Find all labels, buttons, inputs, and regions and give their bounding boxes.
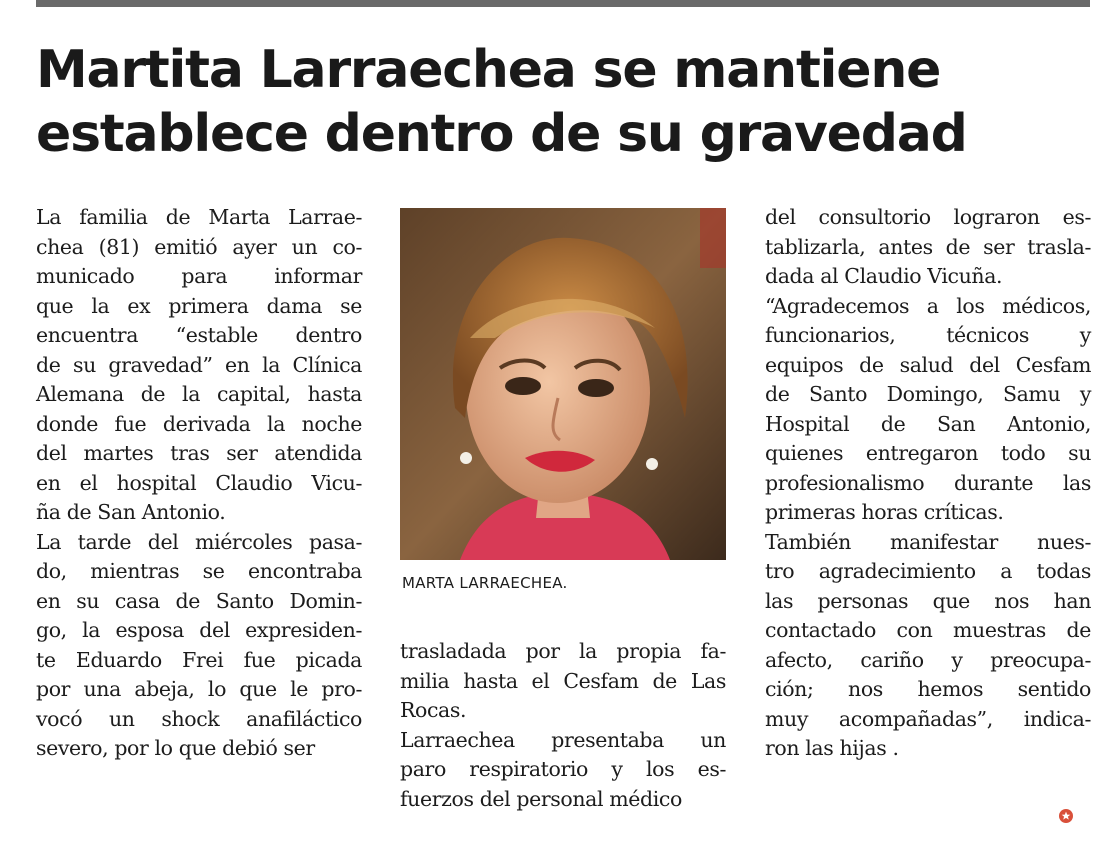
article-line: equipos de salud del Cesfam	[765, 352, 1091, 377]
article-line: Hospital de San Antonio,	[765, 411, 1091, 436]
article-line: de Santo Domingo, Samu y	[765, 382, 1091, 406]
article-line: profesionalismo durante las	[765, 470, 1091, 495]
article-line: go, la esposa del expresiden-	[36, 618, 362, 642]
headline-line-1: Martita Larraechea se mantiene	[36, 40, 941, 100]
article-line: de su gravedad” en la Clínica	[36, 352, 362, 377]
article-line: las personas que nos han	[765, 588, 1091, 613]
article-line: La familia de Marta Larrae-	[36, 205, 362, 229]
article-column-1	[36, 203, 362, 764]
article-line: milia hasta el Cesfam de Las	[400, 668, 726, 693]
article-line: en el hospital Claudio Vicu-	[36, 470, 362, 495]
article-line: También manifestar nues-	[765, 529, 1091, 554]
article-line: funcionarios, técnicos y	[765, 323, 1091, 347]
article-line: primeras horas críticas.	[765, 500, 1004, 524]
article-line: severo, por lo que debió ser	[36, 736, 315, 760]
article-line: ron las hijas .	[765, 736, 899, 760]
article-line: afecto, cariño y preocupa-	[765, 647, 1091, 672]
article-column-3	[765, 203, 1091, 764]
article-line: municado para informar	[36, 264, 362, 288]
article-line: fuerzos del personal médico	[400, 786, 682, 811]
article-line: del consultorio lograron es-	[765, 205, 1091, 229]
article-line: del martes tras ser atendida	[36, 441, 362, 465]
article-line: vocó un shock anafiláctico	[36, 706, 362, 731]
article-line: en su casa de Santo Domin-	[36, 588, 362, 613]
article-line: Larraechea presentaba un	[400, 727, 726, 752]
headline-line-2: establece dentro de su gravedad	[36, 104, 967, 164]
article-line: tro agradecimiento a todas	[765, 559, 1091, 583]
article-line: por una abeja, lo que le pro-	[36, 677, 362, 701]
article-line: ción; nos hemos sentido	[765, 677, 1091, 701]
article-line: te Eduardo Frei fue picada	[36, 647, 362, 672]
photo-caption: MARTA LARRAECHEA.	[402, 574, 568, 592]
article-line: do, mientras se encontraba	[36, 559, 362, 583]
article-line: quienes entregaron todo su	[765, 441, 1091, 465]
article-line: paro respiratorio y los es-	[400, 757, 726, 781]
article-line: muy acompañadas”, indica-	[765, 706, 1091, 731]
article-line: donde fue derivada la noche	[36, 411, 362, 436]
article-line: La tarde del miércoles pasa-	[36, 529, 362, 554]
article-line: que la ex primera dama se	[36, 293, 362, 318]
end-of-article-icon	[1058, 808, 1074, 824]
article-line: “Agradecemos a los médicos,	[765, 293, 1091, 318]
article-line: Alemana de la capital, hasta	[36, 382, 362, 406]
article-line: trasladada por la propia fa-	[400, 639, 726, 663]
headline	[36, 38, 1096, 166]
article-line: tablizarla, antes de ser trasla-	[765, 234, 1091, 259]
article-line: chea (81) emitió ayer un co-	[36, 234, 362, 259]
top-rule	[36, 0, 1090, 7]
article-line: dada al Claudio Vicuña.	[765, 264, 1003, 288]
portrait-photo	[400, 208, 726, 560]
article-column-2	[400, 637, 726, 814]
article-line: Rocas.	[400, 698, 467, 722]
article-line: ña de San Antonio.	[36, 500, 226, 524]
article-line: encuentra “estable dentro	[36, 323, 362, 347]
article-line: contactado con muestras de	[765, 618, 1091, 642]
